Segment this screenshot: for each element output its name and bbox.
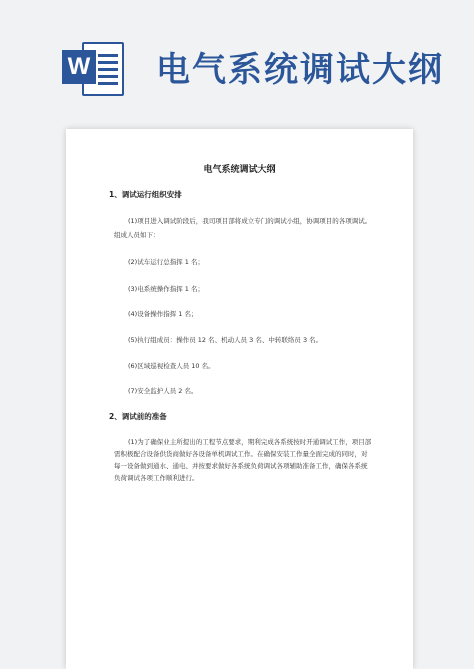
banner-title: 电气系统调试大纲 (156, 50, 444, 90)
banner (0, 0, 474, 118)
list-item: (4)设备操作指挥 1 名； (128, 310, 198, 318)
paragraph-line: 负荷调试各项工作顺利进行。 (114, 474, 199, 482)
document-title: 电气系统调试大纲 (203, 165, 276, 175)
word-logo-icon (62, 38, 126, 100)
logo-line (98, 82, 118, 85)
logo-line (98, 68, 118, 71)
document-page (66, 129, 413, 669)
paragraph-line: 需积极配合设备供货商做好各设备单机调试工作。在确保安装工作量全面完成的同时，对 (114, 450, 368, 458)
logo-line (98, 75, 118, 78)
prep-paragraph (114, 436, 371, 484)
list-item: (6)区域巡视检查人员 10 名。 (128, 362, 215, 370)
list-item: (5)执行组成员：操作员 12 名、机动人员 3 名、中转联络员 3 名。 (128, 336, 323, 344)
list-item: (7)安全监护人员 2 名。 (128, 387, 198, 395)
paragraph-line: (1)为了确保业主所提出的工程节点要求，期利完成各系统按时开通调试工作，项目部 (128, 438, 372, 446)
section-heading: 2、调试前的准备 (109, 412, 167, 421)
logo-letter: W (62, 50, 96, 84)
logo-line (98, 54, 118, 57)
intro-line: 组成人员如下： (114, 231, 160, 239)
intro-line: (1)项目进入调试阶段后，我司项目部将成立专门的调试小组，协调项目的各项调试。 (128, 217, 372, 225)
list-item: (3)电系统操作指挥 1 名； (128, 285, 204, 293)
logo-line (98, 61, 118, 64)
section-heading: 1、调试运行组织安排 (109, 190, 182, 199)
list-item: (2)试车运行总指挥 1 名； (128, 258, 204, 266)
intro-paragraph (128, 215, 371, 227)
intro-paragraph-cont (114, 229, 160, 241)
paragraph-line: 每一设备做到通水、通电、并按要求做好各系统负荷调试各项辅助准备工作，确保各系统 (114, 462, 368, 470)
